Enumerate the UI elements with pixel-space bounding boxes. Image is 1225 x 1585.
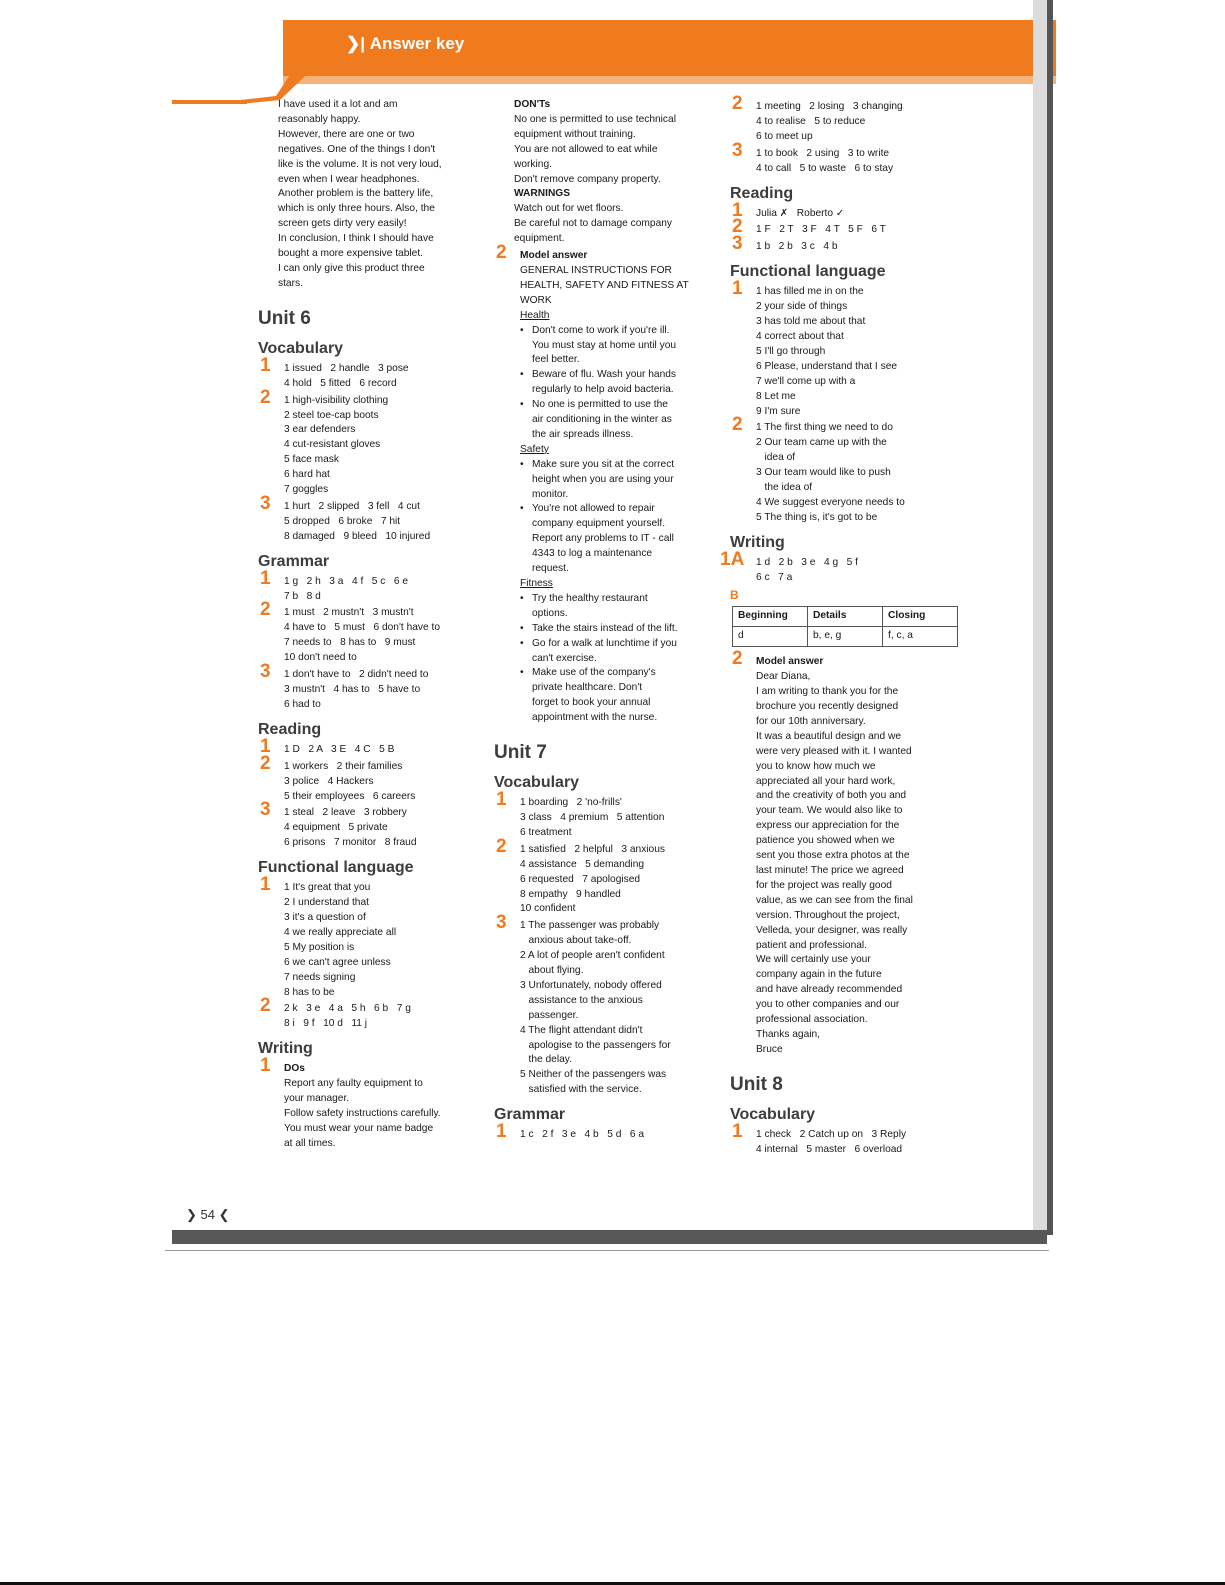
exercise-sublabel: B bbox=[730, 587, 739, 602]
header-fade bbox=[283, 76, 1056, 84]
table-header-cell: Closing bbox=[883, 607, 958, 627]
answer-line: options. bbox=[532, 607, 568, 619]
answer-line: 1 must 2 mustn't 3 mustn't bbox=[284, 607, 414, 619]
answer-line: brochure you recently designed bbox=[756, 701, 899, 712]
exercise-number: 2 bbox=[260, 995, 271, 1017]
answer-line: 6 c 7 a bbox=[756, 571, 793, 583]
header-accent-line bbox=[172, 100, 247, 104]
answer-line: 7 goggles bbox=[284, 484, 329, 496]
exercise bbox=[258, 661, 486, 713]
answer-line: 7 b 8 d bbox=[284, 590, 321, 602]
page-spine bbox=[1033, 0, 1047, 1235]
answer-line: However, there are one or two bbox=[278, 128, 415, 140]
answer-line: 1 boarding 2 'no-frills' bbox=[520, 797, 622, 809]
answer-line: 10 don't need to bbox=[284, 652, 357, 664]
bottom-line bbox=[165, 1250, 1049, 1251]
answer-line: • Go for a walk at lunchtime if you bbox=[532, 637, 677, 649]
table-cell: f, c, a bbox=[883, 627, 958, 647]
answer-line: 4343 to log a maintenance bbox=[532, 548, 653, 560]
answer-line: • Don't come to work if you're ill. bbox=[532, 324, 670, 336]
bullet-item bbox=[520, 666, 722, 726]
exercise bbox=[730, 1120, 970, 1158]
safety-title: Safety bbox=[520, 443, 549, 455]
answer-line: GENERAL INSTRUCTIONS FOR bbox=[520, 264, 672, 276]
answer-line: appreciated all your hard work, bbox=[756, 775, 896, 787]
answer-line: equipment without training. bbox=[514, 128, 636, 140]
answer-line: feel better. bbox=[532, 354, 580, 366]
exercise bbox=[720, 548, 970, 586]
exercise-number: 3 bbox=[260, 492, 271, 514]
answer-line: 1 workers 2 their families bbox=[284, 760, 403, 772]
answer-line: Report any problems to IT - call bbox=[532, 533, 674, 545]
exercise bbox=[258, 799, 486, 851]
answer-line: 2 your side of things bbox=[756, 301, 848, 313]
answer-line: 1 The first thing we need to do bbox=[756, 422, 893, 434]
bullet-item bbox=[520, 592, 722, 622]
section-title: Vocabulary bbox=[258, 339, 344, 357]
answer-line: • Try the healthy restaurant bbox=[532, 592, 648, 604]
answer-line: 8 empathy 9 handled bbox=[520, 888, 621, 900]
answer-line: • No one is permitted to use the bbox=[532, 399, 668, 411]
section-title: Vocabulary bbox=[730, 1105, 816, 1123]
donts-heading: DON'Ts bbox=[514, 99, 551, 110]
exercise-number: 1 bbox=[732, 199, 743, 221]
header-title: ❯| Answer key bbox=[346, 34, 465, 53]
answer-line: the idea of bbox=[756, 482, 813, 494]
table-cell: b, e, g bbox=[808, 627, 883, 647]
answer-line: Another problem is the battery life, bbox=[278, 188, 434, 200]
answer-line: 1 high-visibility clothing bbox=[284, 394, 389, 406]
answer-line: Don't remove company property. bbox=[514, 173, 661, 185]
exercise-number: 2 bbox=[732, 648, 743, 670]
answer-line: 4 assistance 5 demanding bbox=[520, 858, 645, 870]
answer-line: private healthcare. Don't bbox=[532, 682, 643, 694]
exercise bbox=[258, 599, 486, 666]
answer-line: 5 face mask bbox=[284, 454, 339, 466]
answer-line: air conditioning in the winter as bbox=[532, 414, 672, 426]
answer-line: 1 g 2 h 3 a 4 f 5 c 6 e bbox=[284, 575, 409, 587]
answer-line: You are not allowed to eat while bbox=[514, 143, 658, 155]
answer-line: 1 c 2 f 3 e 4 b 5 d 6 a bbox=[520, 1129, 645, 1141]
column-1 bbox=[258, 98, 486, 1152]
exercise bbox=[730, 93, 970, 145]
exercise-number: 3 bbox=[732, 139, 743, 161]
exercise bbox=[258, 735, 486, 758]
warnings-heading: WARNINGS bbox=[514, 188, 571, 200]
answer-line: • Make sure you sit at the correct bbox=[532, 458, 675, 470]
answer-line: passenger. bbox=[520, 1009, 579, 1021]
answer-line: Julia ✗ Roberto ✓ bbox=[756, 207, 845, 219]
answer-line: I can only give this product three bbox=[278, 262, 425, 274]
answer-line: sent you those extra photos at the bbox=[756, 850, 910, 862]
answer-line: You must wear your name badge bbox=[284, 1122, 434, 1134]
answer-line: • Take the stairs instead of the lift. bbox=[532, 622, 678, 634]
answer-line: 3 ear defenders bbox=[284, 424, 356, 436]
answer-line: 6 Please, understand that I see bbox=[756, 360, 898, 372]
exercise-number: 3 bbox=[496, 912, 507, 934]
review-text bbox=[258, 98, 486, 292]
exercise bbox=[730, 216, 970, 238]
answer-line: You must stay at home until you bbox=[532, 339, 677, 351]
table-row bbox=[733, 627, 958, 647]
exercise-number: 1 bbox=[496, 1121, 507, 1143]
exercise bbox=[494, 1121, 722, 1143]
column-2 bbox=[494, 98, 722, 1143]
answer-line: express our appreciation for the bbox=[756, 820, 900, 832]
unit-title: Unit 8 bbox=[730, 1073, 783, 1095]
answer-line: 4 to call 5 to waste 6 to stay bbox=[756, 162, 894, 174]
answer-line: version. Throughout the project, bbox=[756, 909, 900, 921]
chevron-bar-icon: ❯| bbox=[346, 34, 370, 53]
answer-line: Report any faulty equipment to bbox=[284, 1078, 423, 1090]
exercise bbox=[258, 752, 486, 805]
exercise-number: 1 bbox=[732, 1120, 743, 1142]
exercise bbox=[494, 242, 722, 726]
answer-line: 2 k 3 e 4 a 5 h 6 b 7 g bbox=[284, 1003, 411, 1015]
answer-line: 3 has told me about that bbox=[756, 316, 866, 328]
answer-line: 5 their employees 6 careers bbox=[284, 790, 416, 802]
answer-line: 5 I'll go through bbox=[756, 345, 826, 357]
section-title: Vocabulary bbox=[494, 774, 580, 792]
page-number: ❯ 54 ❮ bbox=[186, 1207, 230, 1222]
answer-line: 4 have to 5 must 6 don't have to bbox=[284, 622, 440, 634]
answer-line: monitor. bbox=[532, 488, 569, 500]
answer-line: 2 I understand that bbox=[284, 897, 369, 909]
answer-line: request. bbox=[532, 563, 569, 575]
exercise bbox=[258, 386, 486, 498]
answer-line: negatives. One of the things I don't bbox=[278, 143, 436, 155]
header-diagonal-corner bbox=[240, 20, 326, 106]
exercise-number: 2 bbox=[260, 599, 271, 621]
exercise bbox=[258, 492, 486, 545]
answer-line: Be careful not to damage company bbox=[514, 218, 673, 230]
answer-line: value, as we can see from the final bbox=[756, 894, 913, 906]
column-3 bbox=[720, 93, 970, 1158]
answer-line: 4 We suggest everyone needs to bbox=[756, 496, 905, 508]
answer-line: 5 My position is bbox=[284, 941, 355, 953]
exercise bbox=[258, 567, 486, 605]
answer-line: were very pleased with it. I wanted bbox=[756, 745, 912, 757]
exercise bbox=[258, 995, 486, 1032]
answer-line: 6 hard hat bbox=[284, 469, 330, 481]
answer-line: 1 It's great that you bbox=[284, 882, 371, 894]
table-header-row bbox=[733, 607, 958, 627]
exercise-number: 2 bbox=[496, 242, 507, 264]
answer-line: 8 Let me bbox=[756, 390, 796, 402]
exercise bbox=[730, 139, 970, 177]
answer-line: patient and professional. bbox=[756, 939, 868, 951]
answer-line: 6 prisons 7 monitor 8 fraud bbox=[284, 837, 417, 849]
answer-line: screen gets dirty very easily! bbox=[278, 218, 407, 230]
table-cell: d bbox=[733, 627, 808, 647]
answer-line: your manager. bbox=[284, 1093, 350, 1105]
answer-line: 5 The thing is, it's got to be bbox=[756, 511, 878, 523]
answer-line: Bruce bbox=[756, 1043, 783, 1055]
answer-line: • Beware of flu. Wash your hands bbox=[532, 369, 677, 381]
answer-line: Velleda, your designer, was really bbox=[756, 924, 908, 936]
answer-line: bought a more expensive tablet. bbox=[278, 248, 423, 260]
exercise-number: 1 bbox=[260, 1055, 271, 1077]
answer-line: the air spreads illness. bbox=[532, 428, 634, 440]
answer-line: company equipment yourself. bbox=[532, 518, 666, 530]
answer-line: 8 i 9 f 10 d 11 j bbox=[284, 1018, 368, 1030]
exercise-number: 1 bbox=[260, 735, 271, 757]
answer-line: WORK bbox=[520, 294, 552, 306]
answer-line: reasonably happy. bbox=[278, 113, 361, 125]
answer-line: 4 we really appreciate all bbox=[284, 926, 397, 938]
donts-block bbox=[494, 98, 722, 247]
answer-line: 4 The flight attendant didn't bbox=[520, 1024, 643, 1036]
exercise-number: 2 bbox=[732, 414, 743, 436]
answer-line: • Make use of the company's bbox=[532, 667, 656, 679]
bullet-item bbox=[520, 398, 722, 443]
answer-line: stars. bbox=[278, 277, 303, 289]
exercise bbox=[730, 199, 970, 222]
answer-line: 1 b 2 b 3 c 4 b bbox=[756, 241, 838, 253]
exercise-number: 2 bbox=[260, 386, 271, 408]
answer-line: Watch out for wet floors. bbox=[514, 203, 624, 215]
exercise bbox=[730, 233, 970, 255]
answer-line: even when I wear headphones. bbox=[278, 173, 420, 185]
exercise-number: 2 bbox=[496, 835, 507, 857]
answer-line: regularly to help avoid bacteria. bbox=[532, 384, 674, 396]
exercise bbox=[494, 835, 722, 918]
model-answer-title: Model answer bbox=[756, 656, 824, 668]
answer-line: HEALTH, SAFETY AND FITNESS AT bbox=[520, 279, 689, 291]
exercise-number: 3 bbox=[260, 799, 271, 821]
answer-line: about flying. bbox=[520, 965, 584, 977]
dos-heading: DOs bbox=[284, 1063, 305, 1075]
answer-line: working. bbox=[514, 158, 552, 170]
answer-line: 1 don't have to 2 didn't need to bbox=[284, 669, 429, 681]
bullet-item bbox=[520, 458, 722, 503]
exercise-number: 2 bbox=[260, 752, 271, 774]
answer-line: 4 internal 5 master 6 overload bbox=[756, 1143, 903, 1155]
exercise bbox=[494, 912, 722, 1098]
model-answer-title: Model answer bbox=[520, 250, 588, 262]
exercise-number: 2 bbox=[732, 216, 743, 238]
answer-line: • You're not allowed to repair bbox=[532, 503, 655, 515]
exercise bbox=[258, 1055, 486, 1151]
answer-line: 1 F 2 T 3 F 4 T 5 F 6 T bbox=[756, 224, 886, 236]
answer-line: 1 satisfied 2 helpful 3 anxious bbox=[520, 843, 665, 855]
answer-line: last minute! The price we agreed bbox=[756, 864, 904, 876]
section-title: Functional language bbox=[258, 859, 414, 877]
answer-line: 1 The passenger was probably bbox=[520, 920, 660, 932]
section-title: Reading bbox=[258, 720, 322, 738]
answer-line: 4 equipment 5 private bbox=[284, 822, 388, 834]
answer-line: equipment. bbox=[514, 233, 565, 245]
exercise-number: 1 bbox=[496, 789, 507, 811]
table-header-cell: Beginning bbox=[733, 607, 808, 627]
answer-line: your team. We would also like to bbox=[756, 805, 903, 817]
answer-line: 6 requested 7 apologised bbox=[520, 873, 641, 885]
exercise-number: 1 bbox=[260, 354, 271, 376]
section-title: Writing bbox=[730, 533, 785, 551]
bullet-item bbox=[520, 622, 722, 637]
exercise-number: 1 bbox=[260, 567, 271, 589]
answer-line: In conclusion, I think I should have bbox=[278, 233, 434, 245]
answer-line: 1 d 2 b 3 e 4 g 5 f bbox=[756, 556, 858, 568]
answer-line: 1 steal 2 leave 3 robbery bbox=[284, 807, 407, 819]
answer-line: company again in the future bbox=[756, 969, 882, 981]
answer-line: you to know how much we bbox=[756, 760, 876, 772]
answer-line: 6 treatment bbox=[520, 826, 572, 838]
answer-line: appointment with the nurse. bbox=[532, 712, 658, 724]
answer-line: No one is permitted to use technical bbox=[514, 113, 676, 125]
answer-line: 1 meeting 2 losing 3 changing bbox=[756, 101, 903, 112]
answer-line: idea of bbox=[756, 452, 796, 464]
bullet-item bbox=[520, 324, 722, 369]
answer-line: 1 D 2 A 3 E 4 C 5 B bbox=[284, 743, 395, 755]
section-title: Grammar bbox=[494, 1106, 566, 1124]
answer-line: can't exercise. bbox=[532, 652, 597, 664]
answer-line: 6 we can't agree unless bbox=[284, 956, 391, 968]
unit-title: Unit 7 bbox=[494, 742, 547, 764]
answer-line: for our 10th anniversary. bbox=[756, 715, 866, 727]
answer-line: and the creativity of both you and bbox=[756, 790, 907, 802]
answer-line: 1 check 2 Catch up on 3 Reply bbox=[756, 1128, 907, 1140]
answer-line: 5 dropped 6 broke 7 hit bbox=[284, 515, 401, 527]
exercise bbox=[730, 278, 970, 419]
page-spine-edge bbox=[1047, 0, 1053, 1235]
answer-line: forget to book your annual bbox=[532, 697, 651, 709]
exercise-number: 1A bbox=[720, 548, 745, 570]
answer-line: 1 to book 2 using 3 to write bbox=[756, 147, 890, 159]
exercise-number: 3 bbox=[732, 233, 743, 255]
answer-line: 7 needs signing bbox=[284, 971, 356, 983]
answer-line: apologise to the passengers for bbox=[520, 1039, 671, 1051]
bullet-item bbox=[520, 637, 722, 667]
exercise bbox=[730, 414, 970, 525]
health-title: Health bbox=[520, 309, 550, 321]
answer-line: 7 we'll come up with a bbox=[756, 375, 856, 387]
answer-line: 2 A lot of people aren't confident bbox=[520, 950, 665, 962]
answer-line: 3 Our team would like to push bbox=[756, 467, 891, 479]
exercise bbox=[730, 648, 970, 1057]
answer-line: height when you are using your bbox=[532, 473, 674, 485]
answer-line: the delay. bbox=[520, 1054, 572, 1066]
answer-line: 1 has filled me in on the bbox=[756, 286, 864, 298]
exercise-number: 3 bbox=[260, 661, 271, 683]
answer-line: I have used it a lot and am bbox=[278, 99, 398, 110]
answer-line: 1 hurt 2 slipped 3 fell 4 cut bbox=[284, 500, 420, 512]
section-title: Writing bbox=[258, 1040, 313, 1058]
exercise-number: 2 bbox=[732, 93, 743, 114]
answer-line: professional association. bbox=[756, 1014, 868, 1026]
exercise bbox=[258, 354, 486, 392]
answer-line: like is the volume. It is not very loud, bbox=[278, 158, 442, 170]
answer-line: 4 cut-resistant gloves bbox=[284, 439, 381, 451]
answer-line: 3 police 4 Hackers bbox=[284, 775, 374, 787]
answer-line: 8 damaged 9 bleed 10 injured bbox=[284, 530, 431, 542]
bullet-item bbox=[520, 368, 722, 398]
answer-line: 3 it's a question of bbox=[284, 911, 366, 923]
answer-line: 5 Neither of the passengers was bbox=[520, 1069, 667, 1081]
answer-line: 9 I'm sure bbox=[756, 405, 801, 417]
answer-line: which is only three hours. Also, the bbox=[278, 203, 435, 215]
answer-line: 3 class 4 premium 5 attention bbox=[520, 811, 665, 823]
answer-line: assistance to the anxious bbox=[520, 994, 643, 1006]
answer-line: I am writing to thank you for the bbox=[756, 686, 899, 698]
exercise-number: 1 bbox=[260, 874, 271, 896]
answer-line: 4 hold 5 fitted 6 record bbox=[284, 377, 397, 389]
section-title: Grammar bbox=[258, 552, 330, 570]
exercise-number: 1 bbox=[732, 278, 743, 300]
exercise bbox=[258, 874, 486, 1000]
answer-line: 7 needs to 8 has to 9 must bbox=[284, 637, 416, 649]
exercise bbox=[494, 789, 722, 841]
writing-table bbox=[732, 606, 958, 647]
answer-line: 3 Unfortunately, nobody offered bbox=[520, 979, 662, 991]
answer-line: for the project was really good bbox=[756, 879, 892, 891]
answer-line: Follow safety instructions carefully. bbox=[284, 1107, 441, 1119]
answer-line: and have already recommended bbox=[756, 984, 903, 996]
answer-line: Dear Diana, bbox=[756, 671, 811, 683]
bullet-item bbox=[520, 502, 722, 577]
answer-line: We will certainly use your bbox=[756, 954, 871, 966]
answer-line: 4 correct about that bbox=[756, 330, 844, 342]
answer-line: satisfied with the service. bbox=[520, 1084, 642, 1096]
answer-line: at all times. bbox=[284, 1137, 336, 1149]
answer-line: 10 confident bbox=[520, 903, 576, 915]
bottom-bar bbox=[172, 1230, 1047, 1244]
answer-line: 6 to meet up bbox=[756, 130, 813, 142]
answer-line: patience you showed when we bbox=[756, 835, 895, 847]
answer-line: It was a beautiful design and we bbox=[756, 730, 901, 742]
answer-line: 3 mustn't 4 has to 5 have to bbox=[284, 684, 421, 695]
answer-line: 2 Our team came up with the bbox=[756, 437, 887, 449]
answer-line: 8 has to be bbox=[284, 986, 335, 998]
answer-line: anxious about take-off. bbox=[520, 935, 632, 947]
answer-line: Thanks again, bbox=[756, 1028, 820, 1040]
answer-line: 6 had to bbox=[284, 698, 321, 710]
fitness-title: Fitness bbox=[520, 578, 553, 589]
answer-line: you to other companies and our bbox=[756, 999, 900, 1011]
answer-line: 4 to realise 5 to reduce bbox=[756, 115, 866, 127]
table-header-cell: Details bbox=[808, 607, 883, 627]
unit-title: Unit 6 bbox=[258, 307, 311, 329]
answer-line: 1 issued 2 handle 3 pose bbox=[284, 362, 409, 374]
section-title: Functional language bbox=[730, 263, 886, 281]
section-title: Reading bbox=[730, 184, 794, 202]
answer-line: 2 steel toe-cap boots bbox=[284, 409, 379, 421]
